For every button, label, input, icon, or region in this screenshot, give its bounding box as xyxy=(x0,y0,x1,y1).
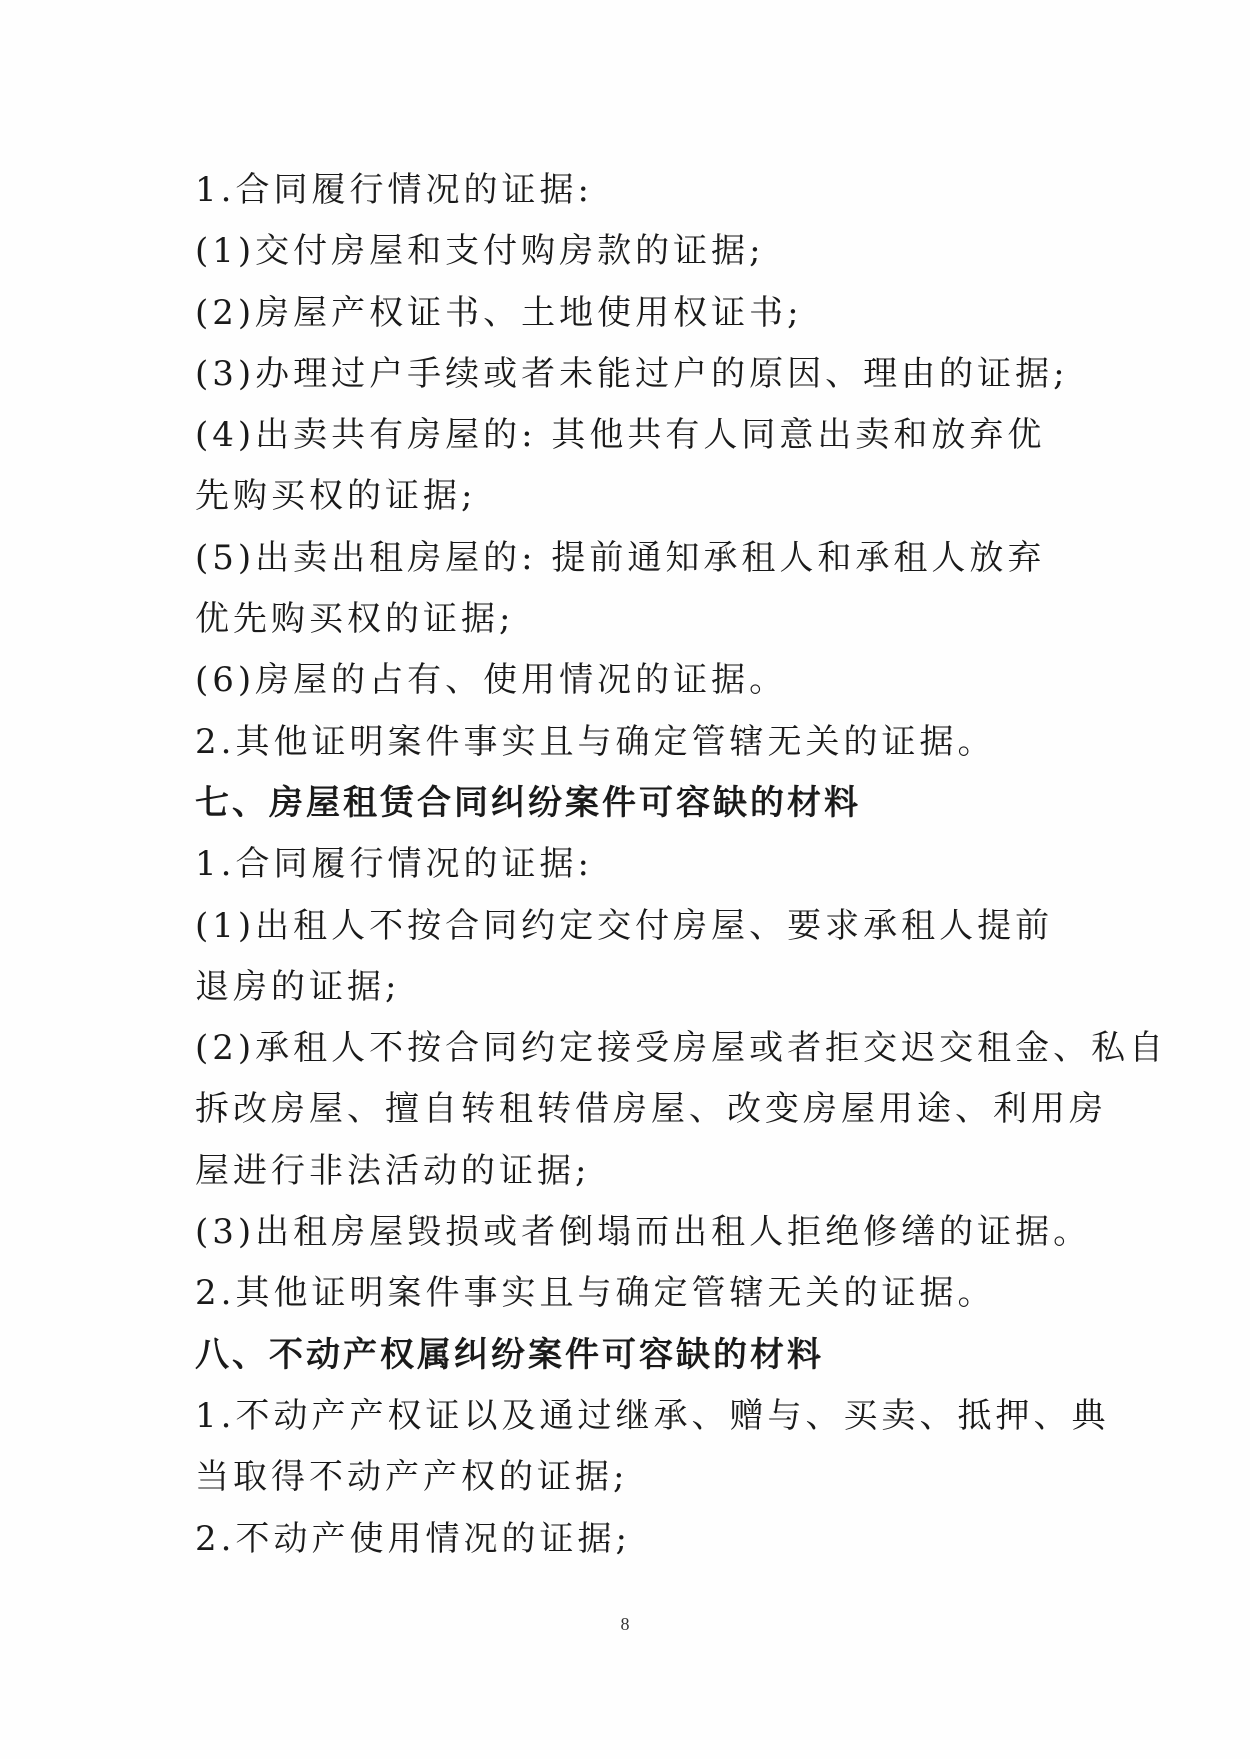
text-line: (5)出卖出租房屋的: 提前通知承租人和承租人放弃 xyxy=(195,537,1046,578)
text-line: (1)出租人不按合同约定交付房屋、要求承租人提前 xyxy=(195,905,1054,946)
section-heading: 八、不动产权属纠纷案件可容缺的材料 xyxy=(195,1334,824,1375)
text-line: 2.其他证明案件事实且与确定管辖无关的证据。 xyxy=(195,721,996,762)
text-line: 当取得不动产产权的证据; xyxy=(195,1457,629,1498)
page-number: 8 xyxy=(620,1614,630,1634)
text-line: 拆改房屋、擅自转租转借房屋、改变房屋用途、利用房 xyxy=(195,1089,1107,1130)
text-line: 2.不动产使用情况的证据; xyxy=(195,1518,631,1559)
text-line: 优先购买权的证据; xyxy=(195,599,515,640)
text-line: 退房的证据; xyxy=(195,966,401,1007)
text-line: (2)房屋产权证书、土地使用权证书; xyxy=(195,292,803,333)
text-line: 2.其他证明案件事实且与确定管辖无关的证据。 xyxy=(195,1273,996,1314)
text-line: (1)交付房屋和支付购房款的证据; xyxy=(195,231,765,272)
text-line: 1.不动产产权证以及通过继承、赠与、买卖、抵押、典 xyxy=(195,1395,1110,1436)
section-heading: 七、房屋租赁合同纠纷案件可容缺的材料 xyxy=(195,782,861,823)
text-line: 屋进行非法活动的证据; xyxy=(195,1150,591,1191)
text-line: (6)房屋的占有、使用情况的证据。 xyxy=(195,660,788,701)
text-line: (2)承租人不按合同约定接受房屋或者拒交迟交租金、私自 xyxy=(195,1028,1168,1069)
text-line: 1.合同履行情况的证据: xyxy=(195,170,593,210)
text-line: (4)出卖共有房屋的: 其他共有人同意出卖和放弃优 xyxy=(195,415,1046,456)
text-line: 先购买权的证据; xyxy=(195,476,477,517)
document-body xyxy=(195,160,1168,1570)
text-line: (3)出租房屋毁损或者倒塌而出租人拒绝修缮的证据。 xyxy=(195,1212,1092,1253)
text-line: (3)办理过户手续或者未能过户的原因、理由的证据; xyxy=(195,353,1069,394)
text-line: 1.合同履行情况的证据: xyxy=(195,844,593,885)
